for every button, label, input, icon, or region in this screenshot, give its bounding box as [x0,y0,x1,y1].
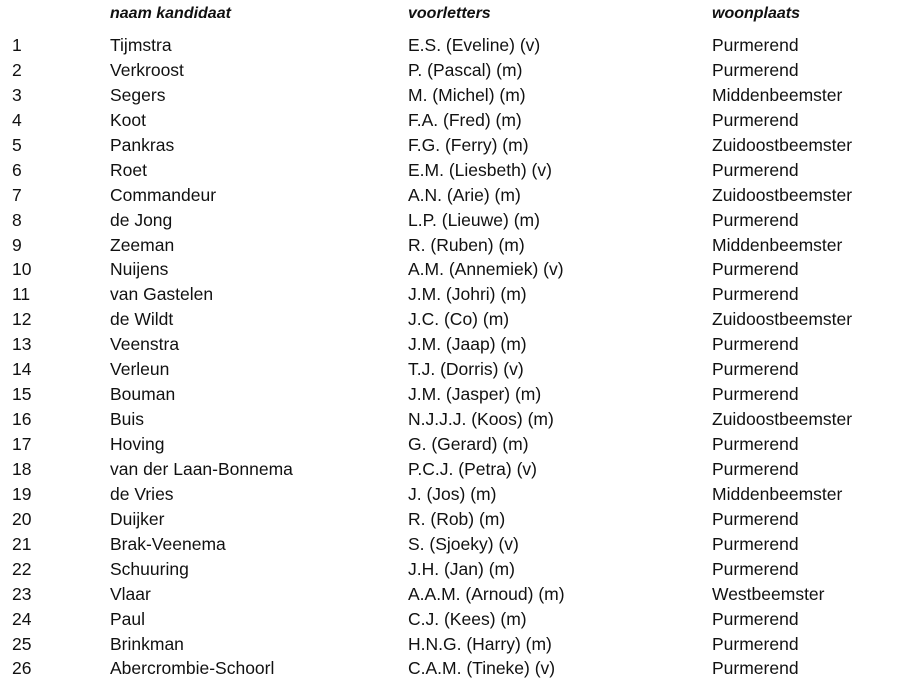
table-row [0,233,900,258]
candidate-name: Tijmstra [110,35,172,55]
candidate-name: Zeeman [110,234,175,255]
candidate-initials: M. (Michel) (m) [408,84,526,105]
table-row [0,407,900,432]
candidate-number: 15 [12,384,32,405]
candidate-initials: C.A.M. (Tineke) (v) [408,658,556,679]
candidate-residence: Purmerend [712,259,799,280]
candidate-residence: Middenbeemster [712,234,843,255]
table-row [0,108,900,133]
candidate-initials: F.G. (Ferry) (m) [408,134,529,155]
table-row [0,532,900,557]
candidate-number: 24 [12,608,32,629]
candidate-initials: F.A. (Fred) (m) [408,109,522,130]
candidate-number: 21 [12,533,32,554]
candidate-number: 4 [12,109,22,130]
candidate-name: van Gastelen [110,284,214,305]
table-row [0,282,900,307]
candidate-number: 23 [12,583,32,604]
candidate-initials: G. (Gerard) (m) [408,434,529,454]
candidate-initials: P.C.J. (Petra) (v) [408,458,538,479]
candidate-number: 14 [12,359,32,380]
candidate-residence: Middenbeemster [712,84,843,105]
candidate-name: de Jong [110,209,173,230]
table-row [0,257,900,282]
table-row [0,83,900,108]
candidate-name: Pankras [110,134,175,155]
candidate-name: de Vries [110,483,174,504]
candidate-residence: Purmerend [712,658,799,679]
candidate-residence: Zuidoostbeemster [712,134,853,155]
table-row [0,133,900,158]
candidate-residence: Middenbeemster [712,483,843,504]
table-row [0,208,900,233]
candidate-name: Verleun [110,359,170,380]
candidate-initials: T.J. (Dorris) (v) [408,359,524,380]
candidate-residence: Zuidoostbeemster [712,184,853,205]
candidate-initials: H.N.G. (Harry) (m) [408,633,552,654]
candidate-number: 19 [12,483,32,504]
candidate-name: Commandeur [110,184,217,205]
candidate-residence: Purmerend [712,109,799,130]
candidate-residence: Westbeemster [712,583,825,604]
candidate-residence: Purmerend [712,633,799,654]
candidate-number: 20 [12,508,32,529]
table-row [0,58,900,83]
header-initials: voorletters [408,5,491,22]
candidate-initials: J.C. (Co) (m) [408,309,510,330]
candidate-name: Paul [110,608,146,629]
table-row [0,382,900,407]
candidate-initials: A.A.M. (Arnoud) (m) [408,583,565,604]
candidate-number: 26 [12,658,32,679]
table-row [0,332,900,357]
table-header [0,5,900,29]
candidate-initials: P. (Pascal) (m) [408,59,523,80]
candidate-initials: N.J.J.J. (Koos) (m) [408,409,554,430]
candidate-name: Brinkman [110,633,184,654]
table-row [0,656,900,681]
candidate-residence: Purmerend [712,359,799,380]
table-row [0,33,900,58]
table-row [0,632,900,657]
candidate-residence: Purmerend [712,533,799,554]
table-row [0,432,900,457]
candidate-initials: J.M. (Jaap) (m) [408,334,527,355]
candidate-residence: Purmerend [712,558,799,579]
candidate-initials: S. (Sjoeky) (v) [408,533,519,554]
candidate-number: 7 [12,184,22,205]
candidate-initials: L.P. (Lieuwe) (m) [408,209,540,230]
candidate-name: Vlaar [110,583,151,604]
candidate-initials: R. (Ruben) (m) [408,234,525,255]
candidate-name: Duijker [110,508,165,529]
candidate-number: 6 [12,159,22,180]
candidate-residence: Purmerend [712,508,799,529]
candidate-name: Abercrombie-Schoorl [110,658,275,679]
candidate-residence: Purmerend [712,458,799,479]
table-row [0,607,900,632]
candidate-name: Verkroost [110,59,184,80]
candidate-name: de Wildt [110,309,174,330]
candidate-residence: Zuidoostbeemster [712,409,853,430]
candidate-number: 3 [12,84,22,105]
candidate-initials: E.S. (Eveline) (v) [408,35,541,55]
candidate-residence: Purmerend [712,284,799,305]
candidate-residence: Zuidoostbeemster [712,309,853,330]
table-row [0,357,900,382]
candidate-name: van der Laan-Bonnema [110,458,293,479]
candidate-name: Hoving [110,434,165,454]
candidate-name: Bouman [110,384,176,405]
candidate-number: 2 [12,59,22,80]
candidate-residence: Purmerend [712,209,799,230]
candidate-residence: Purmerend [712,159,799,180]
candidate-name: Segers [110,84,166,105]
candidate-initials: J.M. (Jasper) (m) [408,384,542,405]
candidate-name: Schuuring [110,558,189,579]
header-name: naam kandidaat [110,5,231,22]
candidate-number: 1 [12,35,22,55]
candidate-residence: Purmerend [712,384,799,405]
candidate-number: 8 [12,209,22,230]
candidate-initials: J.M. (Johri) (m) [408,284,527,305]
candidate-name: Brak-Veenema [110,533,226,554]
table-row [0,557,900,582]
table-row [0,158,900,183]
candidate-name: Buis [110,409,145,430]
candidate-name: Veenstra [110,334,180,355]
candidate-number: 17 [12,434,32,454]
candidate-initials: R. (Rob) (m) [408,508,506,529]
candidate-initials: J. (Jos) (m) [408,483,497,504]
candidate-initials: J.H. (Jan) (m) [408,558,515,579]
candidate-initials: E.M. (Liesbeth) (v) [408,159,552,180]
candidate-number: 10 [12,259,32,280]
candidate-number: 11 [12,284,31,305]
candidate-rows [0,33,900,681]
table-row [0,507,900,532]
candidate-residence: Purmerend [712,59,799,80]
candidate-residence: Purmerend [712,334,799,355]
table-row [0,307,900,332]
candidate-name: Nuijens [110,259,169,280]
table-row [0,457,900,482]
table-row [0,183,900,208]
candidate-name: Roet [110,159,147,180]
candidate-number: 12 [12,309,32,330]
candidate-number: 9 [12,234,22,255]
candidate-number: 18 [12,458,32,479]
candidate-number: 16 [12,409,32,430]
header-residence: woonplaats [712,5,801,22]
candidate-residence: Purmerend [712,434,799,454]
candidate-number: 13 [12,334,32,355]
candidate-name: Koot [110,109,146,130]
candidate-initials: A.N. (Arie) (m) [408,184,521,205]
candidate-number: 5 [12,134,22,155]
candidate-number: 22 [12,558,32,579]
candidate-initials: C.J. (Kees) (m) [408,608,527,629]
table-row [0,482,900,507]
candidate-initials: A.M. (Annemiek) (v) [408,259,564,280]
candidate-residence: Purmerend [712,35,799,55]
candidate-number: 25 [12,633,32,654]
candidate-residence: Purmerend [712,608,799,629]
table-row [0,582,900,607]
